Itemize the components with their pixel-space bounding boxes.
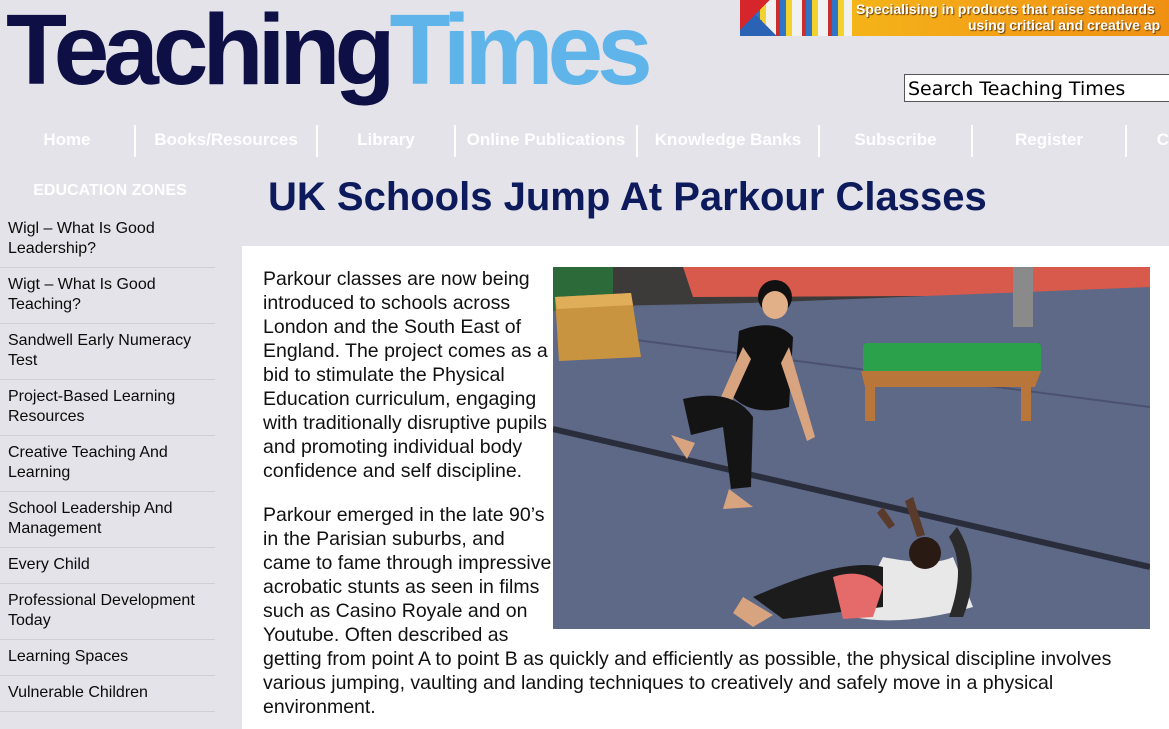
sidebar-item-vulnerable-children[interactable]: Vulnerable Children — [0, 676, 215, 712]
sidebar-item-wigl[interactable]: Wigl – What Is Good Leadership? — [0, 212, 215, 268]
article-paragraph-2-start: Parkour emerged in the late 90’s in the Parisian suburbs, and came to fame through impressive acrobatic stunts as seen in films such as Casino Royale and on Youtube. Often described as — [263, 504, 552, 646]
article-content — [242, 246, 1169, 729]
nav-item-home[interactable]: Home — [0, 125, 136, 157]
sidebar-item-school-leadership[interactable]: School Leadership And Management — [0, 492, 215, 548]
education-zones-heading: EDUCATION ZONES — [33, 182, 187, 199]
banner-products-image — [740, 0, 852, 36]
education-zones-list — [0, 212, 215, 712]
sidebar-item-project-based-learning[interactable]: Project-Based Learning Resources — [0, 380, 215, 436]
advert-banner[interactable] — [740, 0, 1169, 36]
nav-item-more[interactable]: C — [1156, 130, 1169, 149]
sidebar-item-professional-development[interactable]: Professional Development Today — [0, 584, 215, 640]
nav-item-register[interactable]: Register — [973, 125, 1127, 157]
logo-word-times: Times — [389, 0, 647, 106]
nav-item-knowledge-banks[interactable]: Knowledge Banks — [638, 125, 820, 157]
nav-item-online-publications[interactable]: Online Publications — [456, 125, 638, 157]
main-nav — [0, 125, 1169, 157]
article-paragraph-2-end: getting from point A to point B as quickly and efficiently as possible, the physical discipline involves various jumping, vaulting and landing techniques to creatively and safely move in a physical environment. — [263, 648, 1112, 718]
sidebar-item-wigt[interactable]: Wigt – What Is Good Teaching? — [0, 268, 215, 324]
nav-item-books-resources[interactable]: Books/Resources — [136, 125, 318, 157]
site-logo[interactable] — [6, 0, 647, 106]
sidebar-item-every-child[interactable]: Every Child — [0, 548, 215, 584]
sidebar-item-creative-teaching[interactable]: Creative Teaching And Learning — [0, 436, 215, 492]
banner-text — [856, 1, 1169, 33]
sidebar-item-sandwell-numeracy[interactable]: Sandwell Early Numeracy Test — [0, 324, 215, 380]
article-paragraph-1: Parkour classes are now being introduced to schools across London and the South East of England. The project comes as a bid to stimulate the Physical Education curriculum, engaging with traditionally disruptive pupils and promoting individual body confidence and self discipline. — [263, 268, 548, 482]
nav-item-library[interactable]: Library — [318, 125, 456, 157]
banner-line-2: using critical and creative ap — [968, 17, 1161, 33]
sidebar-item-learning-spaces[interactable]: Learning Spaces — [0, 640, 215, 676]
banner-line-1: Specialising in products that raise standards — [856, 1, 1155, 17]
article-body — [263, 267, 1133, 719]
logo-word-teaching: Teaching — [6, 0, 390, 106]
article-title: UK Schools Jump At Parkour Classes — [268, 175, 987, 219]
search-input[interactable] — [904, 74, 1169, 102]
nav-item-subscribe[interactable]: Subscribe — [820, 125, 973, 157]
